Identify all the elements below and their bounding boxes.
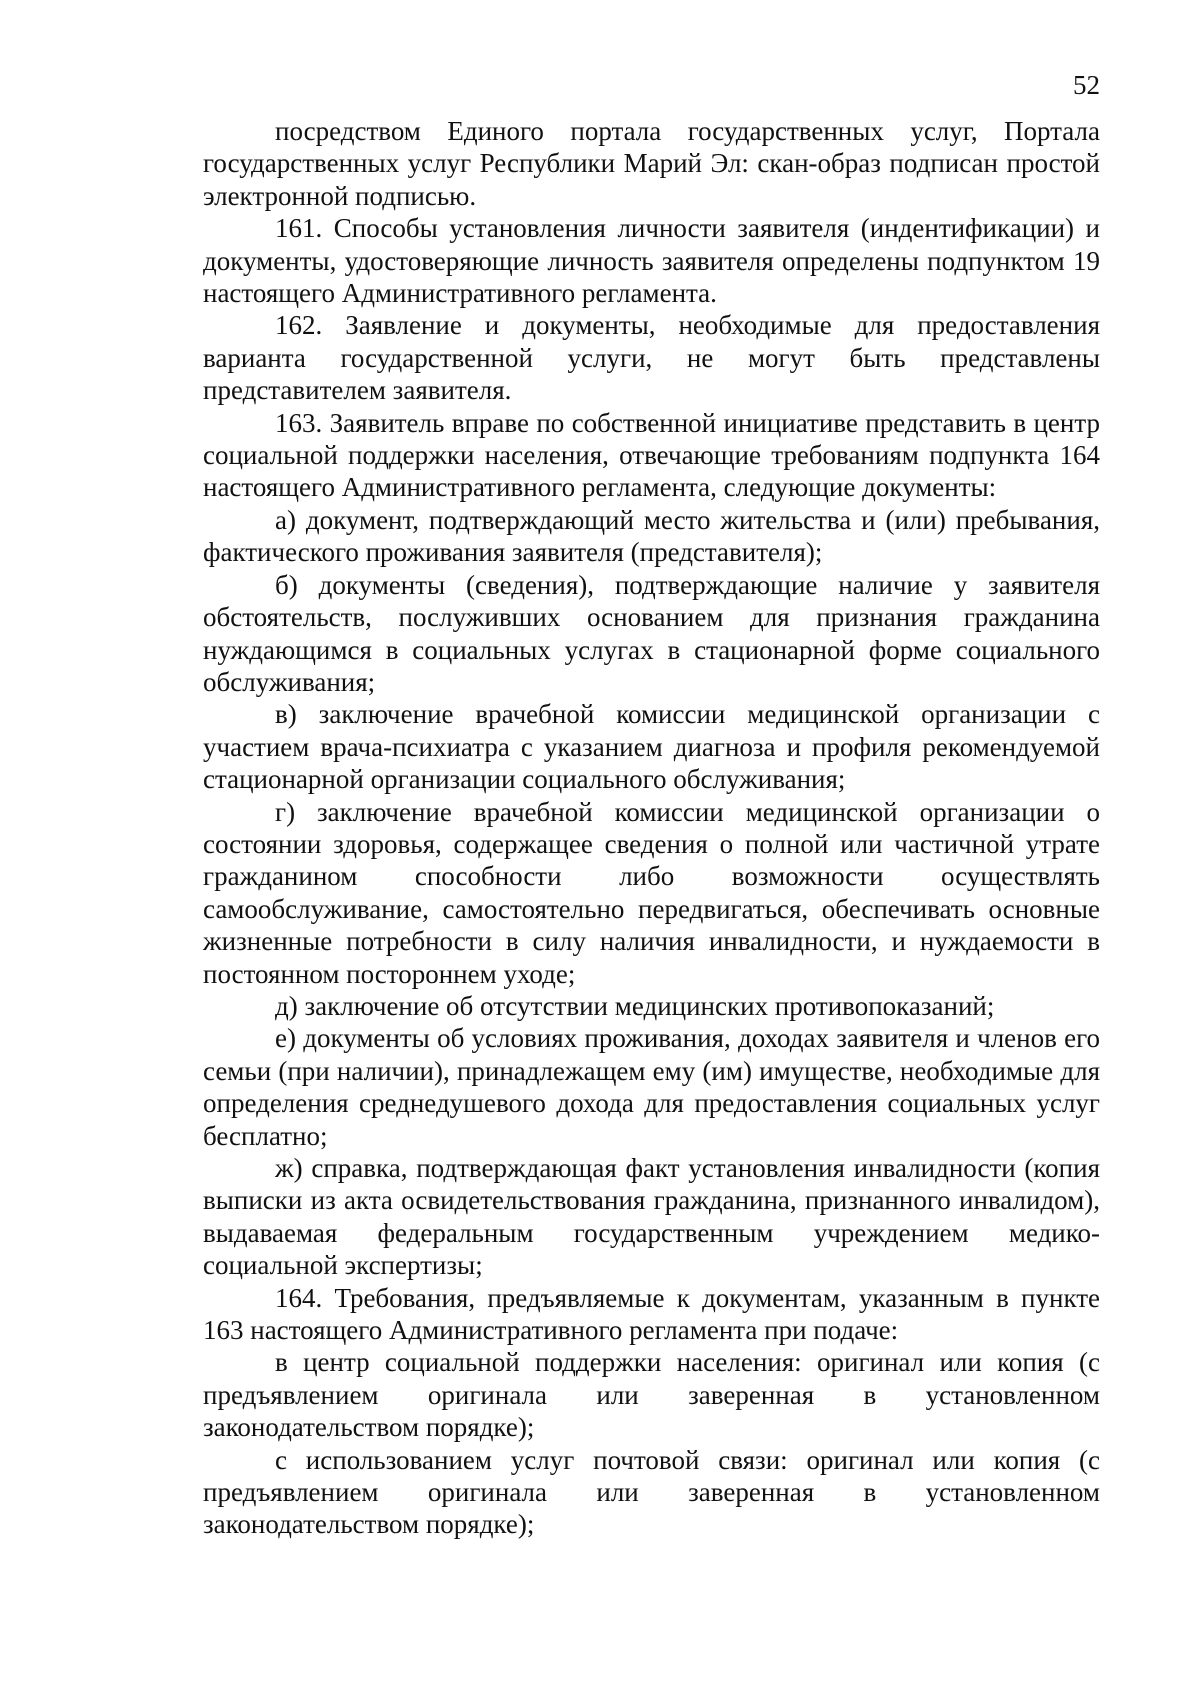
- requirement-postal: с использованием услуг почтовой связи: оригинал или копия (с предъявлением оригинала или заверенная в установленном законодательством порядке);: [203, 1444, 1100, 1540]
- list-item-g: г) заключение врачебной комиссии медицинской организации о состоянии здоровья, содержащее сведения о полной или частичной утрате гражданином способности либо возможности осуществлять самообслуживание, самостоятельно передвигаться, обеспечивать основные жизненные потребности в силу наличия инвалидности, и нуждаемости в постоянном постороннем уходе;: [203, 796, 1100, 989]
- paragraph-continuation: посредством Единого портала государственных услуг, Портала государственных услуг Республики Марий Эл: скан-образ подписан простой электронной подписью.: [203, 116, 1100, 211]
- page-number: 52: [1073, 70, 1100, 100]
- paragraph-164: 164. Требования, предъявляемые к документам, указанным в пункте 163 настоящего Административного регламента при подаче:: [203, 1282, 1100, 1346]
- paragraph-162: 162. Заявление и документы, необходимые для предоставления варианта государственной услуги, не могут быть представлены представителем заявителя.: [203, 310, 1100, 406]
- paragraph-163: 163. Заявитель вправе по собственной инициативе представить в центр социальной поддержки населения, отвечающие требованиям подпункта 164 настоящего Административного регламента, следующие документы:: [203, 407, 1100, 503]
- paragraph-161: 161. Способы установления личности заявителя (индентификации) и документы, удостоверяющие личность заявителя определены подпунктом 19 настоящего Административного регламента.: [203, 213, 1100, 309]
- requirement-social-center: в центр социальной поддержки населения: оригинал или копия (с предъявлением оригинала или заверенная в установленном законодательством порядке);: [203, 1347, 1100, 1443]
- list-item-b: б) документы (сведения), подтверждающие наличие у заявителя обстоятельств, послуживших основанием для признания гражданина нуждающимся в социальных услугах в стационарной форме социального обслуживания;: [203, 569, 1100, 697]
- list-item-a: а) документ, подтверждающий место жительства и (или) пребывания, фактического проживания заявителя (представителя);: [203, 504, 1100, 568]
- document-body: [203, 115, 1100, 1541]
- list-item-zh: ж) справка, подтверждающая факт установления инвалидности (копия выписки из акта освидетельствования гражданина, признанного инвалидом), выдаваемая федеральным государственным учреждением медико-социальной экспертизы;: [203, 1153, 1100, 1281]
- list-item-e: е) документы об условиях проживания, доходах заявителя и членов его семьи (при наличии), принадлежащем ему (им) имуществе, необходимые для определения среднедушевого дохода для предоставления социальных услуг бесплатно;: [203, 1023, 1100, 1151]
- list-item-v: в) заключение врачебной комиссии медицинской организации с участием врача-психиатра с указанием диагноза и профиля рекомендуемой стационарной организации социального обслуживания;: [203, 699, 1100, 795]
- list-item-d: д) заключение об отсутствии медицинских противопоказаний;: [275, 990, 995, 1021]
